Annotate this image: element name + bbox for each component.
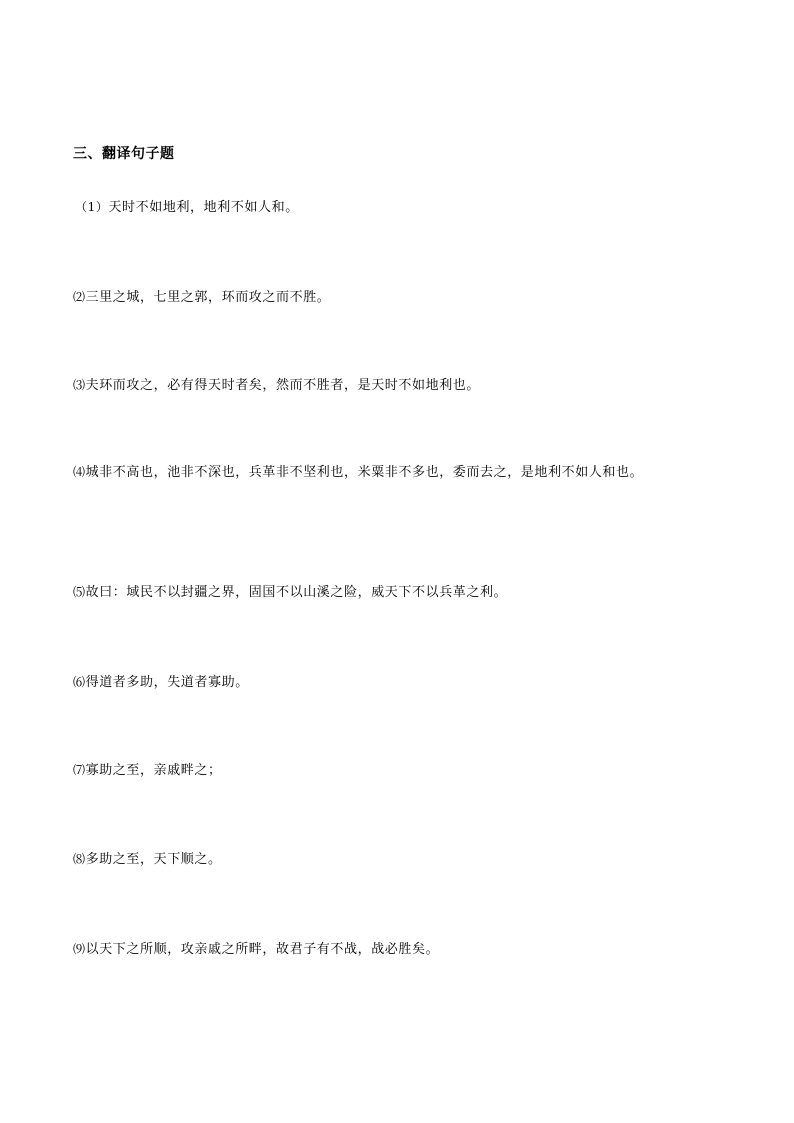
sentence-text: 天时不如地利，地利不如人和。	[108, 200, 299, 215]
sentence-item-2	[73, 284, 723, 311]
sentence-text: 城非不高也，池非不深也，兵革非不坚利也，米粟非不多也，委而去之，是地利不如人和也。	[85, 465, 644, 480]
sentence-number: ⑶	[73, 378, 86, 392]
sentence-text: 多助之至，天下顺之。	[85, 852, 222, 867]
sentence-number: ⑼	[73, 942, 86, 956]
section-title: 三、翻译句子题	[73, 146, 175, 162]
sentence-text: 以天下之所顺，攻亲戚之所畔，故君子有不战，战必胜矣。	[85, 942, 440, 957]
sentence-text: 寡助之至，亲戚畔之；	[85, 763, 222, 778]
sentence-text: 夫环而攻之，必有得天时者矣，然而不胜者，是天时不如地利也。	[85, 378, 481, 393]
sentence-item-8	[73, 846, 723, 873]
sentence-number: ⑹	[73, 675, 86, 689]
sentence-number: ⑵	[73, 290, 86, 304]
sentence-number: ⑷	[73, 465, 86, 479]
sentence-item-7	[73, 757, 723, 784]
sentence-item-1	[75, 194, 725, 221]
sentence-number: ⑺	[73, 763, 86, 777]
sentence-item-6	[73, 669, 723, 696]
sentence-item-9	[73, 936, 723, 963]
sentence-text: 三里之城，七里之郭，环而攻之而不胜。	[85, 290, 331, 305]
sentence-number: （1）	[75, 200, 109, 214]
sentence-item-5	[73, 579, 723, 606]
sentence-item-3	[73, 372, 723, 399]
sentence-number: ⑸	[73, 585, 86, 599]
sentence-item-4	[73, 459, 723, 486]
sentence-text: 故曰：域民不以封疆之界，固国不以山溪之险，威天下不以兵革之利。	[85, 585, 508, 600]
sentence-number: ⑻	[73, 852, 86, 866]
sentence-text: 得道者多助，失道者寡助。	[85, 675, 249, 690]
